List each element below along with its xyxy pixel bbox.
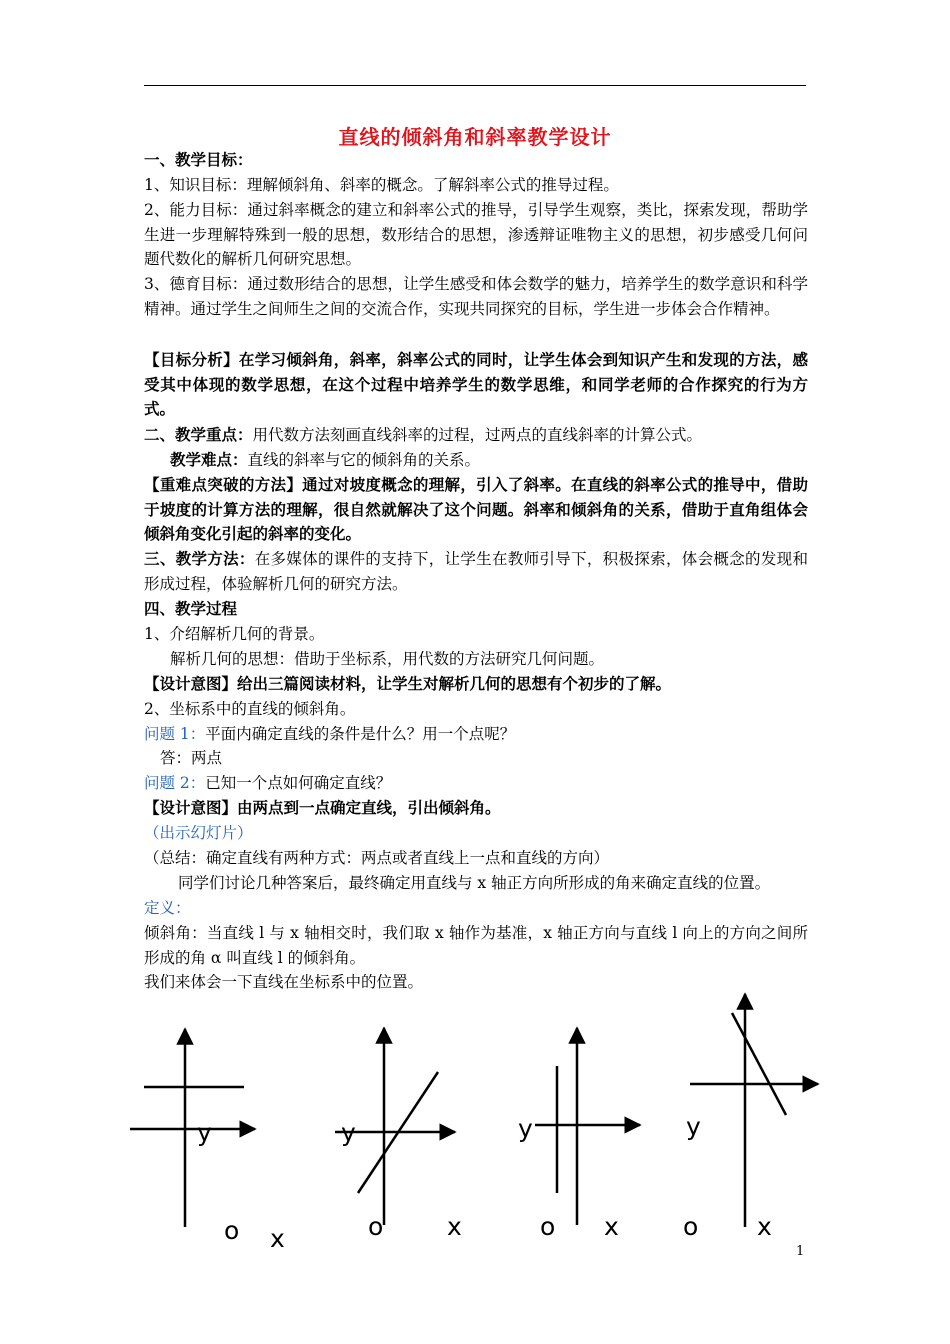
y-label: y <box>341 1118 356 1147</box>
section-heading-process: 四、教学过程 <box>144 599 238 618</box>
definition-text: 倾斜角：当直线 l 与 x 轴相交时，我们取 x 轴作为基准，x 轴正方向与直线 l 向上的方向之间所形成的角 α 叫直线 l 的倾斜角。 <box>144 924 808 967</box>
summary-note: （总结：确定直线有两种方式：两点或者直线上一点和直线的方向） <box>144 849 610 867</box>
question-2 <box>144 771 808 795</box>
x-label: x <box>270 1224 285 1253</box>
origin-label: o <box>540 1212 556 1241</box>
difficult-point-label: 教学难点： <box>170 450 248 469</box>
answer-1: 答：两点 <box>160 749 223 767</box>
y-label: y <box>518 1114 533 1143</box>
slide-note: （出示幻灯片） <box>144 824 253 842</box>
x-label: x <box>757 1212 772 1241</box>
figure-descending-line <box>683 994 818 1241</box>
key-point <box>144 423 808 447</box>
discussion-note: 同学们讨论几种答案后，最终确定用直线与 x 轴正方向所形成的角来确定直线的位置。 <box>178 874 771 892</box>
question-1-label: 问题 1： <box>144 725 206 743</box>
header-rule <box>144 85 806 86</box>
knowledge-goal: 1、知识目标：理解倾斜角、斜率的概念。了解斜率公式的推导过程。 <box>144 176 619 194</box>
key-point-label: 二、教学重点： <box>144 425 253 444</box>
question-2-label: 问题 2： <box>144 774 206 792</box>
y-label: y <box>197 1118 212 1147</box>
experience-note: 我们来体会一下直线在坐标系中的位置。 <box>144 973 424 991</box>
teaching-method-label: 三、教学方法： <box>144 549 255 568</box>
x-label: x <box>604 1212 619 1241</box>
moral-goal: 3、德育目标：通过数形结合的思想，让学生感受和体会数学的魅力，培养学生的数学意识和科学精神。通过学生之间师生之间的交流合作，实现共同探究的目标，学生进一步体会合作精神。 <box>144 275 808 318</box>
ability-goal: 2、能力目标：通过斜率概念的建立和斜率公式的推导，引导学生观察，类比，探索发现，帮助学生进一步理解特殊到一般的思想，数形结合的思想，渗透辩证唯物主义的思想，初步感受几何问题代数化的解析几何研究思想。 <box>144 201 808 268</box>
question-1 <box>144 722 808 746</box>
origin-label: o <box>224 1216 240 1245</box>
breakthrough-method: 【重难点突破的方法】通过对坡度概念的理解，引入了斜率。在直线的斜率公式的推导中，借助于坡度的计算方法的理解，很自然就解决了这个问题。斜率和倾斜角的关系，借助于直角组体会倾斜角变化引起的斜率的变化。 <box>144 475 808 543</box>
line-l <box>732 1013 786 1115</box>
figure-horizontal-line <box>130 1029 285 1253</box>
teaching-method <box>144 547 808 596</box>
figure-vertical-line <box>518 1028 640 1241</box>
process-step-2: 2、坐标系中的直线的倾斜角。 <box>144 700 356 718</box>
key-point-text: 用代数方法刻画直线斜率的过程，过两点的直线斜率的计算公式。 <box>252 426 703 444</box>
teaching-method-text: 在多媒体的课件的支持下，让学生在教师引导下，积极探索，体会概念的发现和形成过程，体验解析几何的研究方法。 <box>144 550 808 593</box>
difficult-point <box>170 448 834 472</box>
figure-ascending-line <box>335 1028 462 1241</box>
section-heading-goals: 一、教学目标： <box>144 150 253 169</box>
difficult-point-text: 直线的斜率与它的倾斜角的关系。 <box>247 451 481 469</box>
coordinate-figures <box>0 985 950 1260</box>
x-label: x <box>447 1212 462 1241</box>
question-2-text: 已知一个点如何确定直线？ <box>205 774 392 792</box>
document-title: 直线的倾斜角和斜率教学设计 <box>338 125 612 149</box>
design-intent-2: 【设计意图】由两点到一点确定直线，引出倾斜角。 <box>144 798 501 817</box>
design-intent-1: 【设计意图】给出三篇阅读材料，让学生对解析几何的思想有个初步的了解。 <box>144 674 672 693</box>
page-number: 1 <box>796 1244 805 1259</box>
origin-label: o <box>368 1212 384 1241</box>
origin-label: o <box>683 1212 699 1241</box>
analytic-geometry-idea: 解析几何的思想：借助于坐标系，用代数的方法研究几何问题。 <box>170 650 605 668</box>
question-1-text: 平面内确定直线的条件是什么？用一个点呢？ <box>205 725 516 743</box>
y-label: y <box>686 1112 701 1141</box>
definition-label: 定义： <box>144 899 191 917</box>
goal-analysis: 【目标分析】在学习倾斜角，斜率，斜率公式的同时，让学生体会到知识产生和发现的方法，感受其中体现的数学思想，在这个过程中培养学生的数学思维，和同学老师的合作探究的行为方式。 <box>144 350 808 418</box>
process-step-1: 1、介绍解析几何的背景。 <box>144 625 325 643</box>
